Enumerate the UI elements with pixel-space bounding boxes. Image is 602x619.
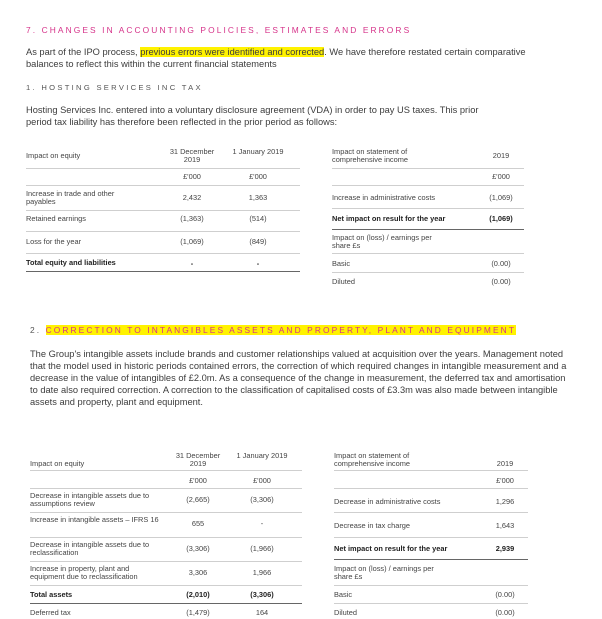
section2-number: 2. — [30, 325, 42, 335]
table-cell: 1,363 — [248, 193, 268, 202]
table-cell: 164 — [255, 608, 269, 617]
table-cell: (849) — [249, 237, 267, 246]
equity-unit-col1: £'000 — [189, 476, 207, 485]
table-row-label: Total equity and liabilities — [26, 258, 116, 267]
table-row-label: Decrease in tax charge — [334, 521, 410, 530]
table-cell: (1,966) — [250, 544, 274, 553]
table-cell: (1,069) — [489, 193, 513, 202]
subsection-paragraph: Hosting Services Inc. entered into a voluntary disclosure agreement (VDA) in order to pay US taxes. This prior period tax liability has therefore been reflected in the prior period as follows: — [26, 105, 479, 127]
table-cell: (2,665) — [186, 495, 210, 504]
table-cell: (514) — [249, 214, 267, 223]
table-cell: 2,432 — [182, 193, 202, 202]
table-cell: (0.00) — [491, 277, 511, 286]
table-row-label: Decrease in intangible assets due to reclassification — [30, 540, 150, 558]
table-row-label: Total assets — [30, 590, 73, 599]
equity-col1-header: 31 December 2019 — [175, 451, 221, 469]
table-cell: (3,306) — [186, 544, 210, 553]
income-unit: £'000 — [492, 172, 510, 181]
table-cell: (3,306) — [250, 495, 274, 504]
table-row-label: Net impact on result for the year — [334, 544, 448, 553]
income-col-header: 2019 — [492, 151, 510, 160]
table-row-label: Increase in intangible assets – IFRS 16 — [30, 515, 159, 524]
table-row-label: Impact on (loss) / earnings per share £s — [332, 233, 432, 251]
equity-col1-header: 31 December 2019 — [169, 147, 215, 165]
equity-unit-col2: £'000 — [253, 476, 271, 485]
table-cell: (1,363) — [180, 214, 204, 223]
table-row-label: Increase in property, plant and equipment due to reclassification — [30, 564, 138, 582]
table-row-label: Retained earnings — [26, 214, 86, 223]
income-header-label: Impact on statement of comprehensive income — [332, 147, 408, 165]
table-row-label: Basic — [332, 259, 351, 268]
table-cell: - — [190, 259, 194, 268]
table-row-label: Basic — [334, 590, 353, 599]
table-cell: 655 — [191, 519, 205, 528]
table-cell: (0.00) — [495, 590, 515, 599]
equity-col2-header: 1 January 2019 — [232, 147, 284, 156]
equity-unit-col2: £'000 — [249, 172, 267, 181]
equity-header-label: Impact on equity — [26, 151, 81, 160]
table-cell: 1,643 — [495, 521, 515, 530]
income-unit: £'000 — [496, 476, 514, 485]
equity-col2-header: 1 January 2019 — [236, 451, 288, 460]
intro-text-end: . We have therefore restated certain comparative balances to reflect this within the current financial statements — [26, 47, 526, 69]
table-cell: (2,010) — [186, 590, 210, 599]
equity-unit-col1: £'000 — [183, 172, 201, 181]
table-row-label: Decrease in intangible assets due to assumptions review — [30, 491, 150, 509]
section2-title-text: CORRECTION TO INTANGIBLES ASSETS AND PROPERTY, PLANT AND EQUIPMENT — [45, 325, 517, 335]
table-cell: (1,069) — [180, 237, 204, 246]
intro-paragraph — [26, 46, 546, 70]
table-cell: (1,479) — [186, 608, 210, 617]
subsection-title: 1. HOSTING SERVICES INC TAX — [26, 83, 203, 92]
section-title: 7. CHANGES IN ACCOUNTING POLICIES, ESTIMATES AND ERRORS — [26, 25, 412, 35]
equity-header-label: Impact on equity — [30, 459, 85, 468]
table-cell: - — [260, 519, 264, 528]
table-row-label: Net impact on result for the year — [332, 214, 446, 223]
table-row-label: Increase in trade and other payables — [26, 189, 115, 207]
table-cell: 1,966 — [252, 568, 272, 577]
table-row-label: Decrease in administrative costs — [334, 497, 441, 506]
table-row-label: Deferred tax — [30, 608, 71, 617]
table-row-label: Increase in administrative costs — [332, 193, 436, 202]
table-cell: 3,306 — [188, 568, 208, 577]
highlighted-text: previous errors were identified and corrected — [140, 47, 325, 57]
table-cell: 1,296 — [495, 497, 515, 506]
section2-title — [30, 325, 516, 335]
income-col-header: 2019 — [496, 459, 514, 468]
section2-paragraph: The Group's intangible assets include brands and customer relationships valued at acquisition over the years. Management noted that the model used in historic periods contained errors, the correction of which required changes in intangible measurement and a decrease in the value of intangibles of £2.0m. As a consequence of the change in measurement, the deferred tax and amortisation to date also required correction. A correction to the classification of capitalised costs of £3.3m was also made between intangible assets and property, plant and equipment. — [30, 349, 567, 407]
table-row-label: Loss for the year — [26, 237, 82, 246]
income-header-label: Impact on statement of comprehensive income — [334, 451, 410, 469]
table-row-label: Diluted — [334, 608, 358, 617]
table-cell: - — [256, 259, 260, 268]
table-cell: (3,306) — [250, 590, 274, 599]
table-cell: (0.00) — [491, 259, 511, 268]
table-cell: (1,069) — [489, 214, 513, 223]
table-cell: 2,939 — [495, 544, 515, 553]
table-row-label: Diluted — [332, 277, 356, 286]
table-row-label: Impact on (loss) / earnings per share £s — [334, 564, 434, 582]
intro-text-start: As part of the IPO process, — [26, 47, 138, 57]
table-cell: (0.00) — [495, 608, 515, 617]
